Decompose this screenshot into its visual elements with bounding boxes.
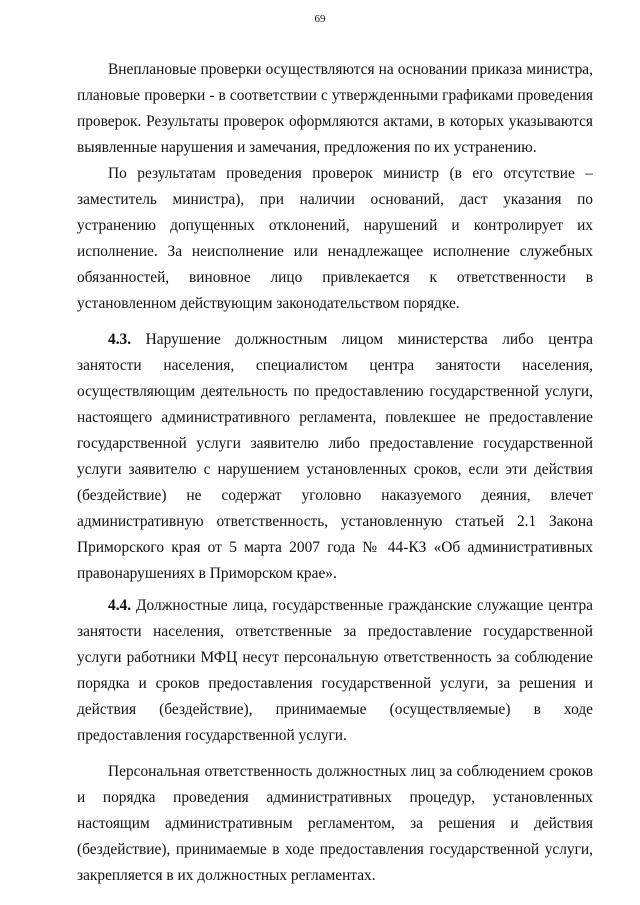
paragraph-text: Персональная ответственность должностных лиц за соблюдением сроков и порядка проведения административных процедур, установленных настоящим административным регламентом, за решения и действия (бездействие), принимаемые в ходе предоставления государственной услуги, закрепляется в их должностных регламентах. <box>77 763 593 884</box>
paragraph-section-4-4 <box>77 593 593 749</box>
paragraph-text: Внеплановые проверки осуществляются на основании приказа министра, плановые проверки - в соответствии с утвержденными графиками проведения проверок. Результаты проверок оформляются актами, в которых указываются выявленные нарушения и замечания, предложения по их устранению. <box>77 61 593 156</box>
paragraph-text: Должностные лица, государственные гражданские служащие центра занятости населения, ответственные за предоставление государственной услуги работники МФЦ несут персональную ответственность за соблюдение порядка и сроков предоставления государственной услуги, за решения и действия (бездействие), принимаемые (осуществляемые) в ходе предоставления государственной услуги. <box>77 597 593 744</box>
paragraph-inspection-results <box>77 161 593 317</box>
section-number: 4.3. <box>108 331 132 348</box>
section-number: 4.4. <box>108 597 132 614</box>
document-body <box>77 57 593 889</box>
page-number: 69 <box>314 13 326 25</box>
paragraph-unplanned-inspections <box>77 57 593 161</box>
paragraph-text: По результатам проведения проверок министр (в его отсутствие – заместитель министра), при наличии оснований, даст указания по устранению допущенных отклонений, нарушений и контролирует их исполнение. За неисполнение или ненадлежащее исполнение служебных обязанностей, виновное лицо привлекается к ответственности в установленном действующим законодательством порядке. <box>77 165 593 312</box>
paragraph-text: Нарушение должностным лицом министерства либо центра занятости населения, специалистом центра занятости населения, осуществляющим деятельность по предоставлению государственной услуги, настоящего административного регламента, повлекшее не предоставление государственной услуги заявителю либо предоставление государственной услуги заявителю с нарушением установленных сроков, если эти действия (бездействие) не содержат уголовно наказуемого деяния, влечет административную ответственность, установленную статьей 2.1 Закона Приморского края от 5 марта 2007 года № 44-КЗ «Об административных правонарушениях в Приморском крае». <box>77 331 593 582</box>
paragraph-personal-responsibility <box>77 759 593 889</box>
paragraph-section-4-3 <box>77 327 593 587</box>
